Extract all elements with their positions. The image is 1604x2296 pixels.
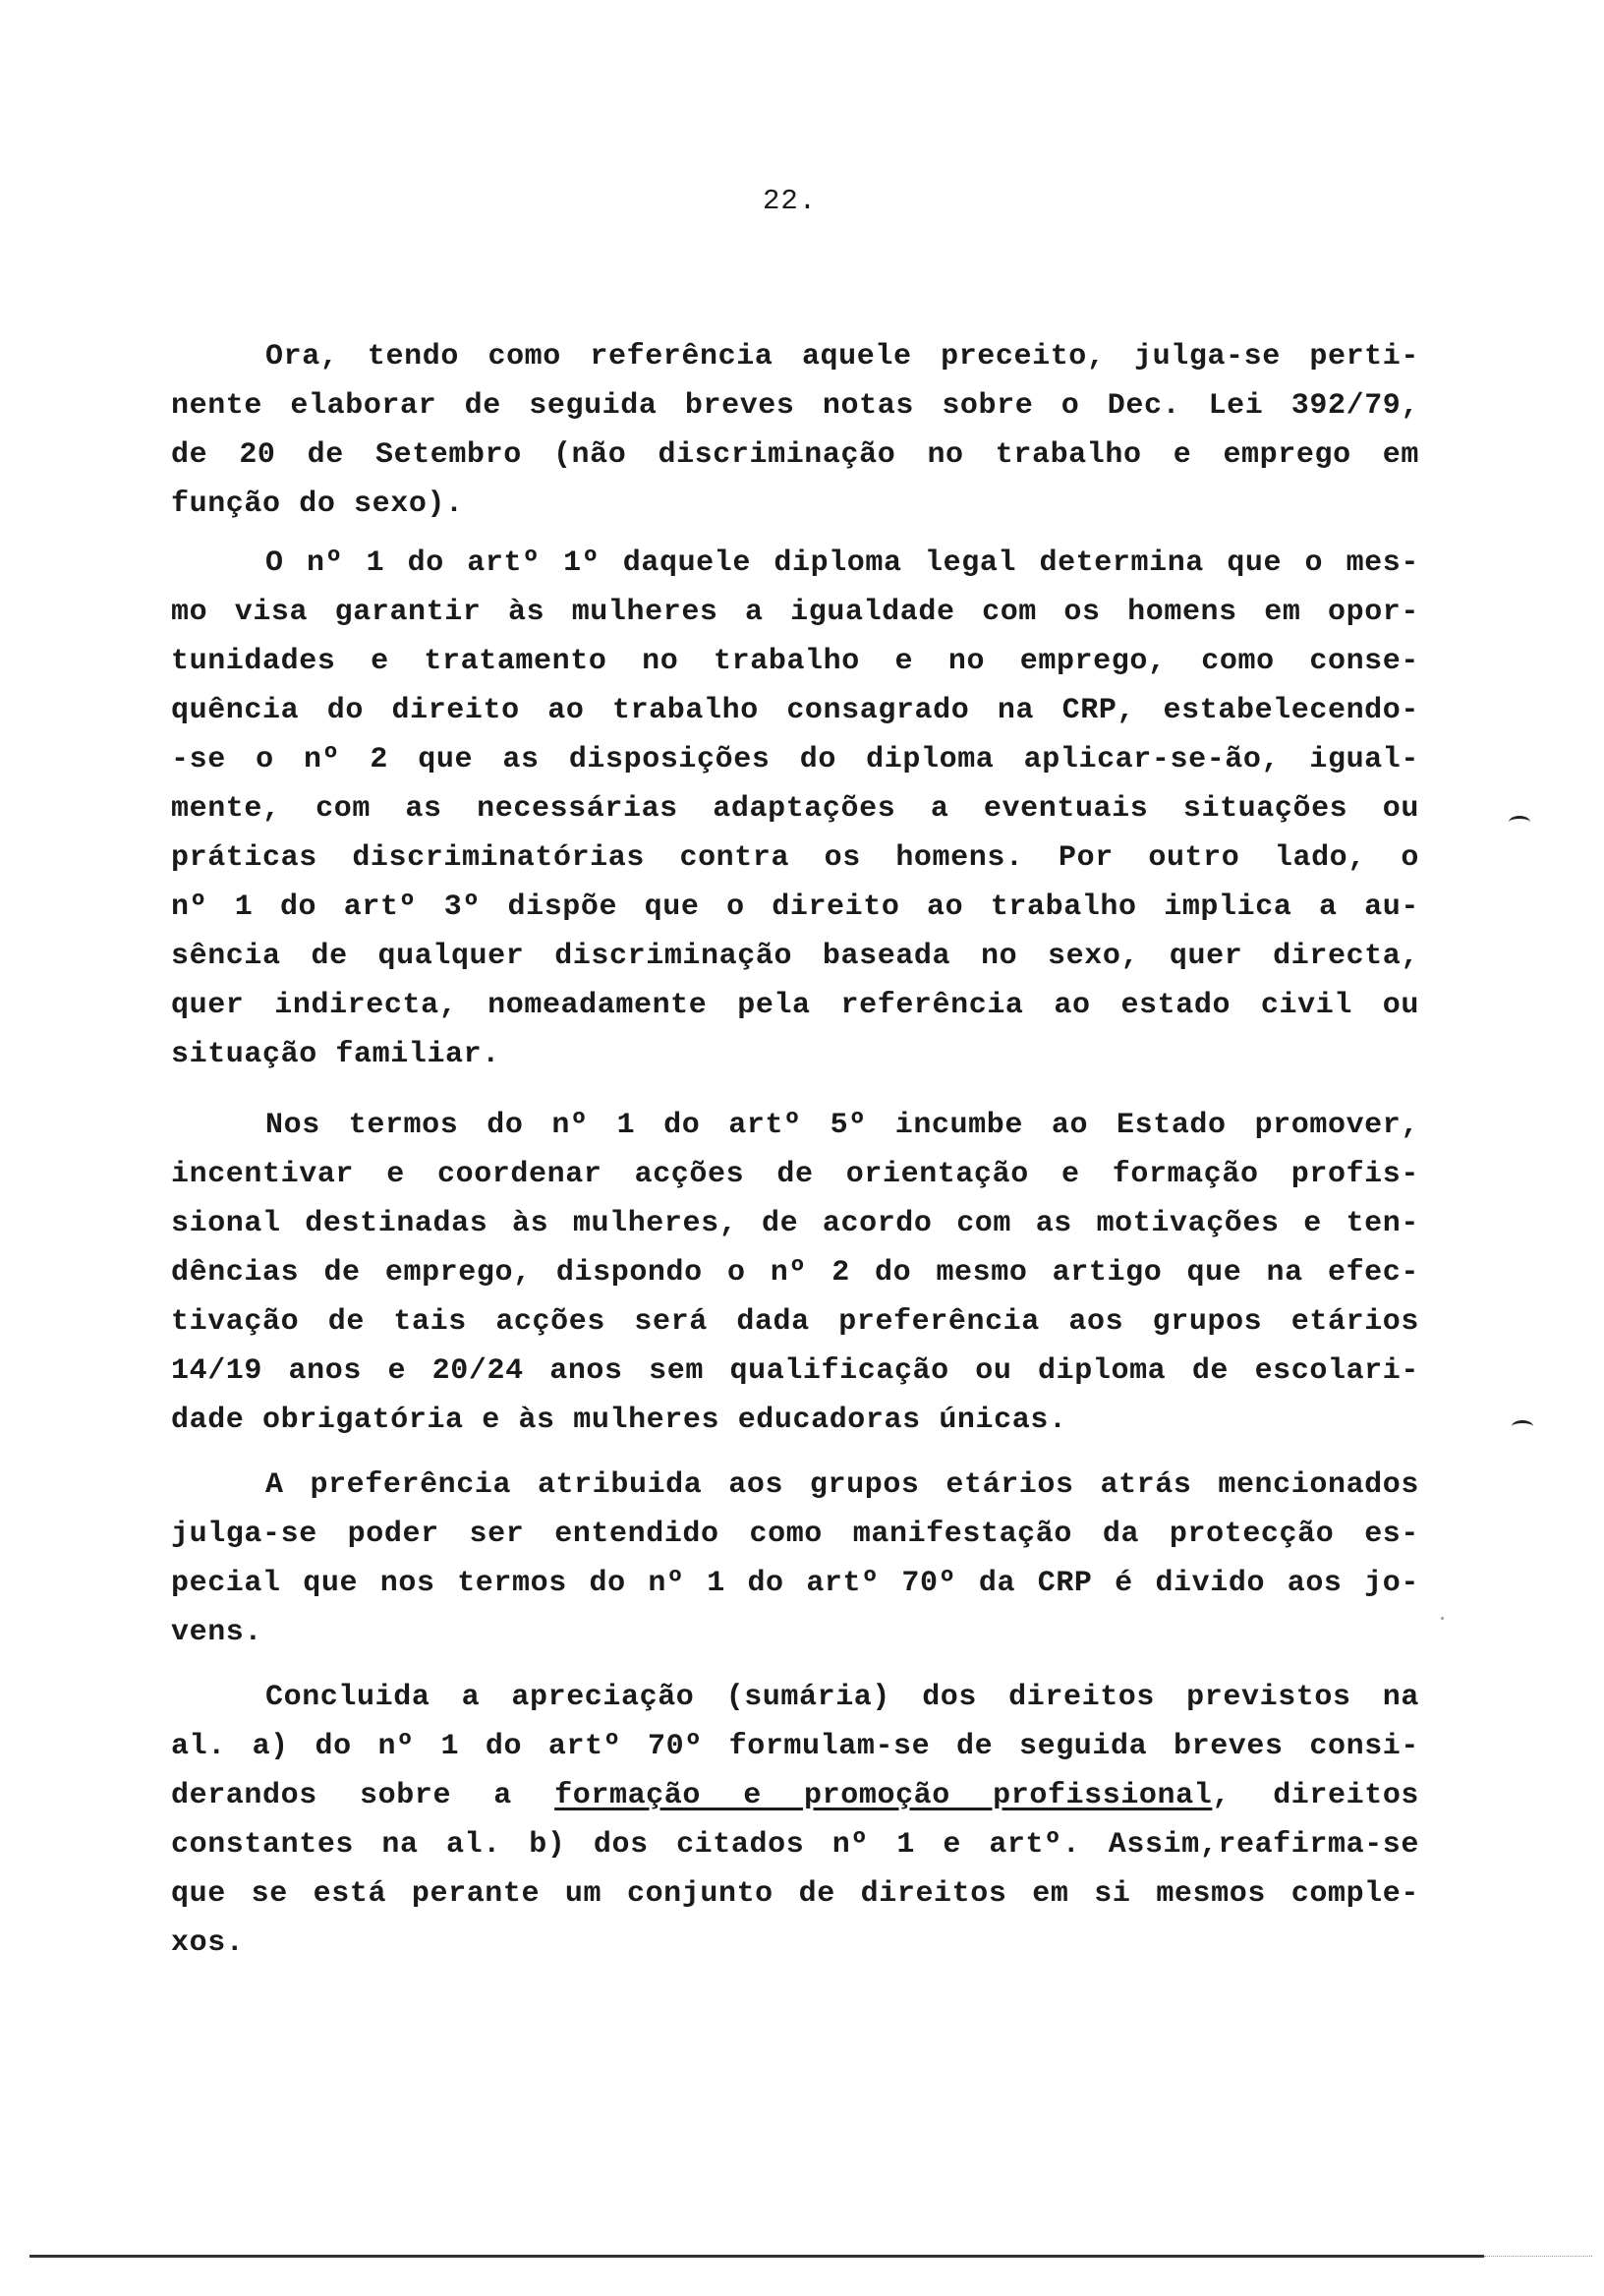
paragraph-line: situação familiar. [171, 1038, 500, 1071]
paragraph-line-underlined [171, 1771, 1419, 1820]
underlined-phrase: formação e promoção profissional [554, 1779, 1213, 1812]
paragraph-line: mente, com as necessárias adaptações a eventuais situações ou [171, 792, 1419, 826]
paragraph-line: xos. [171, 1926, 245, 1960]
paragraph-4 [171, 1461, 1419, 1657]
paragraph-line: al. a) do nº 1 do artº 70º formulam-se de seguida breves consi- [171, 1730, 1419, 1763]
paragraph-2 [171, 539, 1419, 1079]
paragraph-line: incentivar e coordenar acções de orientação e formação profis- [171, 1158, 1419, 1191]
underline-suffix: , direitos [1212, 1779, 1420, 1812]
bottom-rule [29, 2255, 1484, 2258]
paragraph-line: Nos termos do nº 1 do artº 5º incumbe ao Estado promover, [265, 1109, 1419, 1142]
paragraph-line: 14/19 anos e 20/24 anos sem qualificação ou diploma de escolari- [171, 1354, 1419, 1388]
bottom-rule-faint [1484, 2256, 1592, 2258]
paragraph-line: O nº 1 do artº 1º daquele diploma legal determina que o mes- [265, 546, 1419, 580]
paragraph-line: tivação de tais acções será dada preferência aos grupos etários [171, 1305, 1419, 1339]
paragraph-line: nº 1 do artº 3º dispõe que o direito ao trabalho implica a au- [171, 890, 1419, 924]
paragraph-line: quência do direito ao trabalho consagrado na CRP, estabelecendo- [171, 694, 1419, 727]
paragraph-line: de 20 de Setembro (não discriminação no trabalho e emprego em [171, 438, 1419, 472]
paragraph-line: vens. [171, 1616, 263, 1649]
paragraph-line: -se o nº 2 que as disposições do diploma aplicar-se-ão, igual- [171, 743, 1419, 776]
paragraph-line: tunidades e tratamento no trabalho e no emprego, como conse- [171, 645, 1419, 678]
paragraph-1 [171, 332, 1419, 529]
paragraph-line: julga-se poder ser entendido como manifestação da protecção es- [171, 1518, 1419, 1551]
paragraph-line: práticas discriminatórias contra os homens. Por outro lado, o [171, 841, 1419, 875]
paragraph-line: Ora, tendo como referência aquele preceito, julga-se perti- [265, 340, 1419, 373]
paragraph-line: que se está perante um conjunto de direitos em si mesmos comple- [171, 1877, 1419, 1911]
paragraph-5 [171, 1673, 1419, 1968]
paragraph-3 [171, 1101, 1419, 1445]
scan-speck [1441, 1617, 1444, 1620]
paragraph-line: A preferência atribuida aos grupos etários atrás mencionados [265, 1468, 1419, 1502]
page-number: 22. [763, 185, 818, 217]
underline-prefix: derandos sobre a [171, 1779, 555, 1812]
paragraph-line: nente elaborar de seguida breves notas sobre o Dec. Lei 392/79, [171, 389, 1419, 423]
paragraph-line: mo visa garantir às mulheres a igualdade com os homens em opor- [171, 596, 1419, 629]
paragraph-line: função do sexo). [171, 488, 464, 521]
paragraph-line: Concluida a apreciação (sumária) dos direitos previstos na [265, 1681, 1419, 1714]
paragraph-line: dade obrigatória e às mulheres educadoras únicas. [171, 1404, 1067, 1437]
paragraph-line: quer indirecta, nomeadamente pela referência ao estado civil ou [171, 989, 1419, 1022]
margin-mark [1509, 816, 1530, 829]
paragraph-line: constantes na al. b) dos citados nº 1 e artº. Assim,reafirma-se [171, 1828, 1419, 1862]
paragraph-line: pecial que nos termos do nº 1 do artº 70º da CRP é divido aos jo- [171, 1567, 1419, 1600]
paragraph-line: dências de emprego, dispondo o nº 2 do mesmo artigo que na efec- [171, 1256, 1419, 1290]
margin-mark [1512, 1420, 1533, 1433]
paragraph-line: sional destinadas às mulheres, de acordo com as motivações e ten- [171, 1207, 1419, 1240]
paragraph-line: sência de qualquer discriminação baseada no sexo, quer directa, [171, 940, 1419, 973]
